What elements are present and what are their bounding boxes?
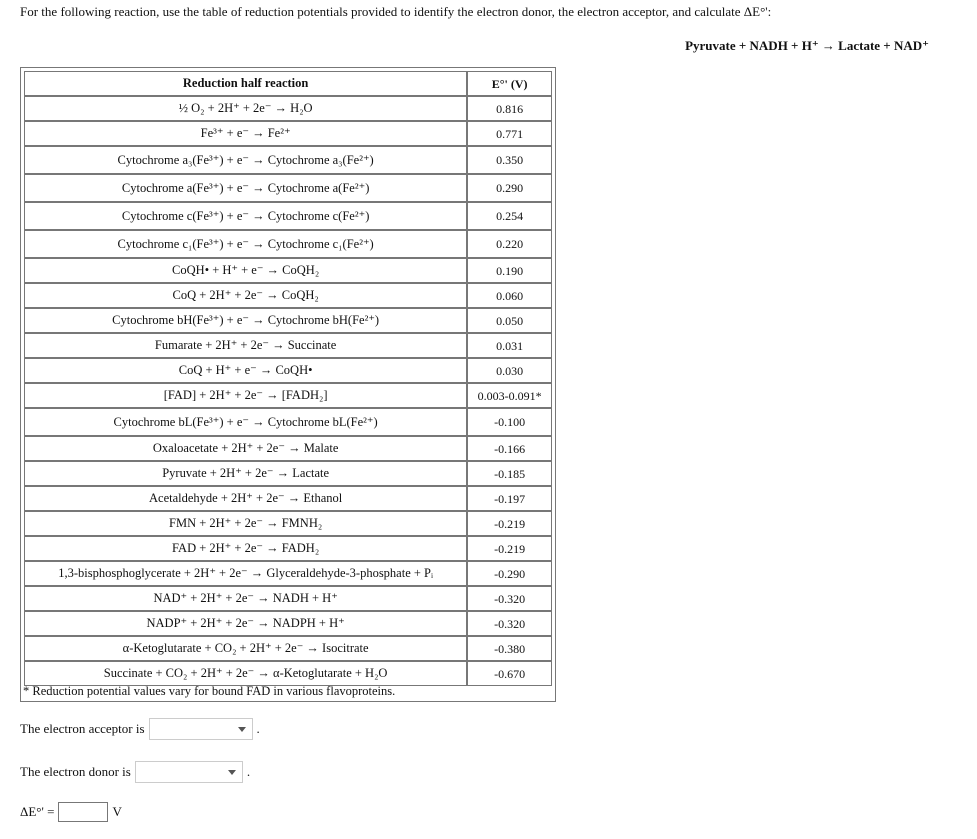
- potential-cell: 0.030: [467, 358, 552, 383]
- half-reaction-cell: NADP⁺ + 2H⁺ + 2e⁻ → NADPH + H⁺: [24, 611, 467, 636]
- delta-unit: V: [112, 804, 122, 819]
- half-reaction-cell: FMN + 2H⁺ + 2e⁻ → FMNH₂: [24, 511, 467, 536]
- half-reaction-cell: NAD⁺ + 2H⁺ + 2e⁻ → NADH + H⁺: [24, 586, 467, 611]
- table-body: [24, 96, 552, 686]
- target-reaction: Pyruvate + NADH + H⁺ → Lactate + NAD⁺: [685, 38, 929, 53]
- donor-label: The electron donor is: [20, 764, 131, 779]
- table-row: [24, 511, 552, 536]
- table-row: [24, 96, 552, 121]
- potential-cell: -0.320: [467, 586, 552, 611]
- header-reaction: Reduction half reaction: [24, 71, 467, 96]
- half-reaction-cell: Fumarate + 2H⁺ + 2e⁻ → Succinate: [24, 333, 467, 358]
- half-reaction-cell: FAD + 2H⁺ + 2e⁻ → FADH₂: [24, 536, 467, 561]
- table-row: [24, 308, 552, 333]
- potential-cell: -0.100: [467, 408, 552, 436]
- potential-cell: -0.219: [467, 536, 552, 561]
- delta-question: [20, 802, 122, 822]
- potential-cell: 0.290: [467, 174, 552, 202]
- table-row: [24, 258, 552, 283]
- half-reaction-cell: Cytochrome a(Fe³⁺) + e⁻ → Cytochrome a(Fe²⁺): [24, 174, 467, 202]
- table-row: [24, 461, 552, 486]
- half-reaction-cell: Oxaloacetate + 2H⁺ + 2e⁻ → Malate: [24, 436, 467, 461]
- table-row: [24, 358, 552, 383]
- donor-period: .: [246, 764, 251, 779]
- table-row: [24, 611, 552, 636]
- table-row: [24, 586, 552, 611]
- potential-cell: -0.185: [467, 461, 552, 486]
- half-reaction-cell: Succinate + CO₂ + 2H⁺ + 2e⁻ → α-Ketoglutarate + H₂O: [24, 661, 467, 686]
- half-reaction-cell: CoQH• + H⁺ + e⁻ → CoQH₂: [24, 258, 467, 283]
- potential-cell: 0.190: [467, 258, 552, 283]
- potential-cell: -0.197: [467, 486, 552, 511]
- potential-cell: -0.670: [467, 661, 552, 686]
- half-reaction-cell: Pyruvate + 2H⁺ + 2e⁻ → Lactate: [24, 461, 467, 486]
- table-row: [24, 230, 552, 258]
- table-row: [24, 333, 552, 358]
- table-row: [24, 121, 552, 146]
- potential-cell: 0.816: [467, 96, 552, 121]
- potential-cell: -0.166: [467, 436, 552, 461]
- half-reaction-cell: Acetaldehyde + 2H⁺ + 2e⁻ → Ethanol: [24, 486, 467, 511]
- table-footnote: * Reduction potential values vary for bound FAD in various flavoproteins.: [23, 684, 396, 698]
- half-reaction-cell: CoQ + H⁺ + e⁻ → CoQH•: [24, 358, 467, 383]
- table-row: [24, 436, 552, 461]
- potential-cell: 0.254: [467, 202, 552, 230]
- table-row: [24, 636, 552, 661]
- table-row: [24, 283, 552, 308]
- half-reaction-cell: Cytochrome c(Fe³⁺) + e⁻ → Cytochrome c(Fe²⁺): [24, 202, 467, 230]
- half-reaction-cell: [FAD] + 2H⁺ + 2e⁻ → [FADH₂]: [24, 383, 467, 408]
- half-reaction-cell: α-Ketoglutarate + CO₂ + 2H⁺ + 2e⁻ → Isocitrate: [24, 636, 467, 661]
- table-row: [24, 661, 552, 686]
- acceptor-question: [20, 718, 260, 740]
- chevron-down-icon: [238, 727, 246, 732]
- acceptor-dropdown[interactable]: [149, 718, 253, 740]
- acceptor-period: .: [256, 721, 260, 736]
- donor-dropdown[interactable]: [135, 761, 243, 783]
- potential-cell: -0.219: [467, 511, 552, 536]
- table-row: [24, 408, 552, 436]
- table-row: [24, 202, 552, 230]
- potential-cell: -0.380: [467, 636, 552, 661]
- potential-cell: 0.771: [467, 121, 552, 146]
- half-reaction-cell: Cytochrome bH(Fe³⁺) + e⁻ → Cytochrome bH(Fe²⁺): [24, 308, 467, 333]
- potential-cell: -0.290: [467, 561, 552, 586]
- half-reaction-cell: Cytochrome c₁(Fe³⁺) + e⁻ → Cytochrome c₁(Fe²⁺): [24, 230, 467, 258]
- donor-question: [20, 761, 250, 783]
- half-reaction-cell: 1,3-bisphosphoglycerate + 2H⁺ + 2e⁻ → Glyceraldehyde-3-phosphate + Pᵢ: [24, 561, 467, 586]
- delta-label: ΔE°' =: [20, 804, 55, 819]
- reduction-potential-table: [24, 71, 552, 686]
- half-reaction-cell: ½ O₂ + 2H⁺ + 2e⁻ → H₂O: [24, 96, 467, 121]
- half-reaction-cell: Cytochrome a₃(Fe³⁺) + e⁻ → Cytochrome a₃(Fe²⁺): [24, 146, 467, 174]
- table-row: [24, 536, 552, 561]
- potential-cell: -0.320: [467, 611, 552, 636]
- table-row: [24, 174, 552, 202]
- potential-cell: 0.003-0.091*: [467, 383, 552, 408]
- potential-cell: 0.031: [467, 333, 552, 358]
- reduction-potential-table-frame: [20, 67, 556, 702]
- delta-e-input[interactable]: [58, 802, 108, 822]
- half-reaction-cell: CoQ + 2H⁺ + 2e⁻ → CoQH₂: [24, 283, 467, 308]
- potential-cell: 0.060: [467, 283, 552, 308]
- header-potential: E°' (V): [467, 71, 552, 96]
- potential-cell: 0.050: [467, 308, 552, 333]
- chevron-down-icon: [228, 770, 236, 775]
- table-row: [24, 561, 552, 586]
- question-prompt: For the following reaction, use the table of reduction potentials provided to identify the electron donor, the electron acceptor, and calculate ΔE°':: [20, 4, 772, 19]
- table-row: [24, 383, 552, 408]
- table-row: [24, 146, 552, 174]
- acceptor-label: The electron acceptor is: [20, 721, 145, 736]
- table-row: [24, 486, 552, 511]
- potential-cell: 0.350: [467, 146, 552, 174]
- potential-cell: 0.220: [467, 230, 552, 258]
- half-reaction-cell: Fe³⁺ + e⁻ → Fe²⁺: [24, 121, 467, 146]
- half-reaction-cell: Cytochrome bL(Fe³⁺) + e⁻ → Cytochrome bL(Fe²⁺): [24, 408, 467, 436]
